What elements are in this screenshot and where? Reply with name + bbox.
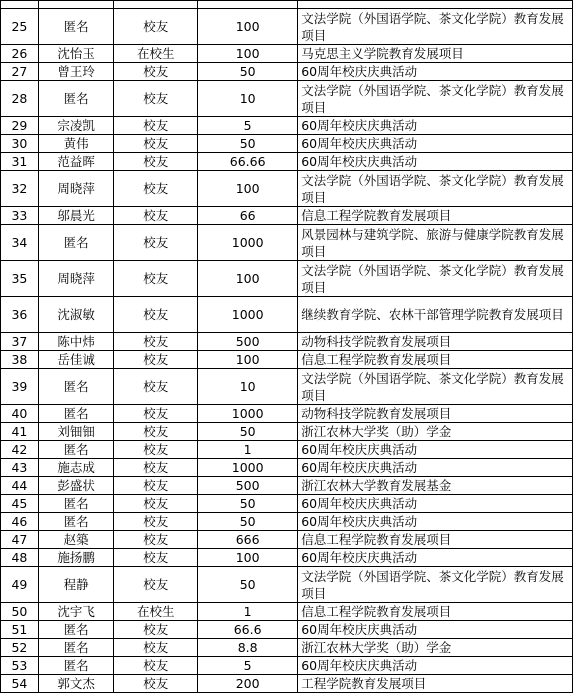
donor-type-cell: 校友: [114, 621, 198, 639]
table-row: [1, 261, 573, 297]
row-number-cell: 49: [1, 567, 39, 603]
amount-cell: 1000: [198, 459, 298, 477]
donor-name-cell: 岳佳诚: [38, 351, 114, 369]
donor-name-cell: 匿名: [38, 513, 114, 531]
table-row: [1, 81, 573, 117]
donor-type-cell: 校友: [114, 549, 198, 567]
donor-name-cell: 范益晖: [38, 153, 114, 171]
amount-cell: 1000: [198, 405, 298, 423]
project-cell: 继续教育学院、农林干部管理学院教育发展项目: [298, 297, 573, 333]
project-cell: 浙江农林大学奖（助）学金: [298, 639, 573, 657]
donor-name-cell: 匿名: [38, 495, 114, 513]
project-cell: 60周年校庆庆典活动: [298, 549, 573, 567]
project-cell: [298, 1, 573, 9]
project-cell: 风景园林与建筑学院、旅游与健康学院教育发展项目: [298, 225, 573, 261]
project-cell: 信息工程学院教育发展项目: [298, 603, 573, 621]
project-cell: 马克思主义学院教育发展项目: [298, 45, 573, 63]
table-row: [1, 531, 573, 549]
row-number-cell: 52: [1, 639, 39, 657]
table-row: [1, 477, 573, 495]
donor-name-cell: 施扬鹏: [38, 549, 114, 567]
table-row: [1, 153, 573, 171]
row-number-cell: 50: [1, 603, 39, 621]
donor-type-cell: 校友: [114, 477, 198, 495]
project-cell: 信息工程学院教育发展项目: [298, 531, 573, 549]
project-cell: 浙江农林大学教育发展基金: [298, 477, 573, 495]
donor-name-cell: 周晓萍: [38, 171, 114, 207]
project-cell: 文法学院（外国语学院、茶文化学院）教育发展项目: [298, 81, 573, 117]
donor-type-cell: 校友: [114, 441, 198, 459]
donor-type-cell: 校友: [114, 207, 198, 225]
table-row: [1, 225, 573, 261]
row-number-cell: 47: [1, 531, 39, 549]
amount-cell: 500: [198, 333, 298, 351]
amount-cell: 66.66: [198, 153, 298, 171]
donor-name-cell: 沈淑敏: [38, 297, 114, 333]
donor-name-cell: 刘钿钿: [38, 423, 114, 441]
table-row: [1, 207, 573, 225]
amount-cell: 100: [198, 171, 298, 207]
project-cell: 浙江农林大学奖（助）学金: [298, 423, 573, 441]
donor-name-cell: 沈怡玉: [38, 45, 114, 63]
project-cell: 60周年校庆庆典活动: [298, 657, 573, 675]
row-number-cell: 46: [1, 513, 39, 531]
donor-type-cell: 校友: [114, 225, 198, 261]
donor-type-cell: 校友: [114, 9, 198, 45]
donor-type-cell: 校友: [114, 81, 198, 117]
amount-cell: 50: [198, 135, 298, 153]
row-number-cell: 54: [1, 675, 39, 693]
row-number-cell: 25: [1, 9, 39, 45]
amount-cell: 50: [198, 423, 298, 441]
project-cell: 60周年校庆庆典活动: [298, 63, 573, 81]
donor-name-cell: 曾王玲: [38, 63, 114, 81]
project-cell: 60周年校庆庆典活动: [298, 117, 573, 135]
donor-name-cell: 陈中炜: [38, 333, 114, 351]
donor-type-cell: 在校生: [114, 603, 198, 621]
donor-name-cell: 匿名: [38, 81, 114, 117]
project-cell: 60周年校庆庆典活动: [298, 495, 573, 513]
amount-cell: 50: [198, 495, 298, 513]
row-number-cell: 29: [1, 117, 39, 135]
donor-name-cell: 程静: [38, 567, 114, 603]
donor-type-cell: 校友: [114, 351, 198, 369]
project-cell: 文法学院（外国语学院、茶文化学院）教育发展项目: [298, 171, 573, 207]
row-number-cell: 48: [1, 549, 39, 567]
amount-cell: 666: [198, 531, 298, 549]
donor-type-cell: 校友: [114, 423, 198, 441]
donor-type-cell: 校友: [114, 153, 198, 171]
donor-type-cell: 校友: [114, 459, 198, 477]
donor-name-cell: 沈宇飞: [38, 603, 114, 621]
donor-type-cell: 校友: [114, 135, 198, 153]
table-row: [1, 369, 573, 405]
table-row: [1, 513, 573, 531]
row-number-cell: 27: [1, 63, 39, 81]
donor-name-cell: 施志成: [38, 459, 114, 477]
table-row: [1, 441, 573, 459]
table-row: [1, 405, 573, 423]
project-cell: 文法学院（外国语学院、茶文化学院）教育发展项目: [298, 9, 573, 45]
project-cell: 动物科技学院教育发展项目: [298, 405, 573, 423]
donor-type-cell: 校友: [114, 657, 198, 675]
donor-type-cell: 校友: [114, 567, 198, 603]
row-number-cell: 53: [1, 657, 39, 675]
table-row: [1, 171, 573, 207]
project-cell: 文法学院（外国语学院、茶文化学院）教育发展项目: [298, 369, 573, 405]
donor-name-cell: 匿名: [38, 657, 114, 675]
donor-type-cell: 校友: [114, 171, 198, 207]
project-cell: 60周年校庆庆典活动: [298, 135, 573, 153]
project-cell: 文法学院（外国语学院、茶文化学院）教育发展项目: [298, 567, 573, 603]
donor-type-cell: 校友: [114, 531, 198, 549]
donor-type-cell: 校友: [114, 675, 198, 693]
amount-cell: 10: [198, 369, 298, 405]
donation-table-body: [1, 1, 573, 693]
row-number-cell: [1, 1, 39, 9]
amount-cell: 1: [198, 603, 298, 621]
row-number-cell: 36: [1, 297, 39, 333]
amount-cell: 500: [198, 477, 298, 495]
amount-cell: [198, 1, 298, 9]
donor-name-cell: 匿名: [38, 621, 114, 639]
row-number-cell: 33: [1, 207, 39, 225]
table-row: [1, 423, 573, 441]
table-row: [1, 351, 573, 369]
row-number-cell: 32: [1, 171, 39, 207]
project-cell: 工程学院教育发展项目: [298, 675, 573, 693]
table-row: [1, 333, 573, 351]
amount-cell: 8.8: [198, 639, 298, 657]
donor-name-cell: 宗凌凯: [38, 117, 114, 135]
row-number-cell: 40: [1, 405, 39, 423]
donor-type-cell: 校友: [114, 513, 198, 531]
amount-cell: 100: [198, 261, 298, 297]
project-cell: 信息工程学院教育发展项目: [298, 207, 573, 225]
amount-cell: 1000: [198, 297, 298, 333]
donor-type-cell: 校友: [114, 495, 198, 513]
project-cell: 60周年校庆庆典活动: [298, 459, 573, 477]
table-row: [1, 567, 573, 603]
amount-cell: 100: [198, 45, 298, 63]
amount-cell: 5: [198, 117, 298, 135]
table-row: [1, 45, 573, 63]
amount-cell: 100: [198, 549, 298, 567]
donor-name-cell: 匿名: [38, 9, 114, 45]
table-row: [1, 639, 573, 657]
donor-type-cell: 校友: [114, 63, 198, 81]
amount-cell: 200: [198, 675, 298, 693]
donor-name-cell: 郭文杰: [38, 675, 114, 693]
donor-name-cell: 赵築: [38, 531, 114, 549]
row-number-cell: 35: [1, 261, 39, 297]
donor-name-cell: 匿名: [38, 441, 114, 459]
amount-cell: 50: [198, 567, 298, 603]
table-row: [1, 459, 573, 477]
donor-type-cell: 校友: [114, 261, 198, 297]
table-row: [1, 9, 573, 45]
project-cell: 动物科技学院教育发展项目: [298, 333, 573, 351]
donor-name-cell: [38, 1, 114, 9]
donor-name-cell: 黄伟: [38, 135, 114, 153]
table-row: [1, 603, 573, 621]
donor-type-cell: 校友: [114, 369, 198, 405]
table-row: [1, 297, 573, 333]
donor-type-cell: 校友: [114, 333, 198, 351]
row-number-cell: 31: [1, 153, 39, 171]
row-number-cell: 45: [1, 495, 39, 513]
table-row: [1, 117, 573, 135]
amount-cell: 66: [198, 207, 298, 225]
row-number-cell: 34: [1, 225, 39, 261]
row-number-cell: 37: [1, 333, 39, 351]
amount-cell: 10: [198, 81, 298, 117]
amount-cell: 66.6: [198, 621, 298, 639]
project-cell: 文法学院（外国语学院、茶文化学院）教育发展项目: [298, 261, 573, 297]
table-row: [1, 621, 573, 639]
donor-type-cell: 校友: [114, 639, 198, 657]
donor-type-cell: 在校生: [114, 45, 198, 63]
row-number-cell: 30: [1, 135, 39, 153]
row-number-cell: 51: [1, 621, 39, 639]
donor-name-cell: 匿名: [38, 225, 114, 261]
amount-cell: 5: [198, 657, 298, 675]
row-number-cell: 43: [1, 459, 39, 477]
donor-name-cell: 周晓萍: [38, 261, 114, 297]
donor-name-cell: 匿名: [38, 639, 114, 657]
donor-name-cell: 匿名: [38, 405, 114, 423]
row-number-cell: 28: [1, 81, 39, 117]
amount-cell: 50: [198, 513, 298, 531]
donor-name-cell: 彭盛状: [38, 477, 114, 495]
project-cell: 60周年校庆庆典活动: [298, 441, 573, 459]
row-number-cell: 41: [1, 423, 39, 441]
table-row: [1, 135, 573, 153]
donor-name-cell: 匿名: [38, 369, 114, 405]
table-row: [1, 657, 573, 675]
donor-type-cell: 校友: [114, 405, 198, 423]
project-cell: 60周年校庆庆典活动: [298, 513, 573, 531]
row-number-cell: 44: [1, 477, 39, 495]
row-number-cell: 26: [1, 45, 39, 63]
amount-cell: 1: [198, 441, 298, 459]
row-number-cell: 42: [1, 441, 39, 459]
donor-type-cell: [114, 1, 198, 9]
amount-cell: 1000: [198, 225, 298, 261]
table-row-partial: [1, 1, 573, 9]
project-cell: 60周年校庆庆典活动: [298, 153, 573, 171]
project-cell: 信息工程学院教育发展项目: [298, 351, 573, 369]
project-cell: 60周年校庆庆典活动: [298, 621, 573, 639]
table-row: [1, 549, 573, 567]
table-row: [1, 63, 573, 81]
table-row: [1, 675, 573, 693]
row-number-cell: 39: [1, 369, 39, 405]
row-number-cell: 38: [1, 351, 39, 369]
amount-cell: 100: [198, 351, 298, 369]
donor-name-cell: 邬晨光: [38, 207, 114, 225]
table-row: [1, 495, 573, 513]
donor-type-cell: 校友: [114, 297, 198, 333]
amount-cell: 50: [198, 63, 298, 81]
donor-type-cell: 校友: [114, 117, 198, 135]
amount-cell: 100: [198, 9, 298, 45]
